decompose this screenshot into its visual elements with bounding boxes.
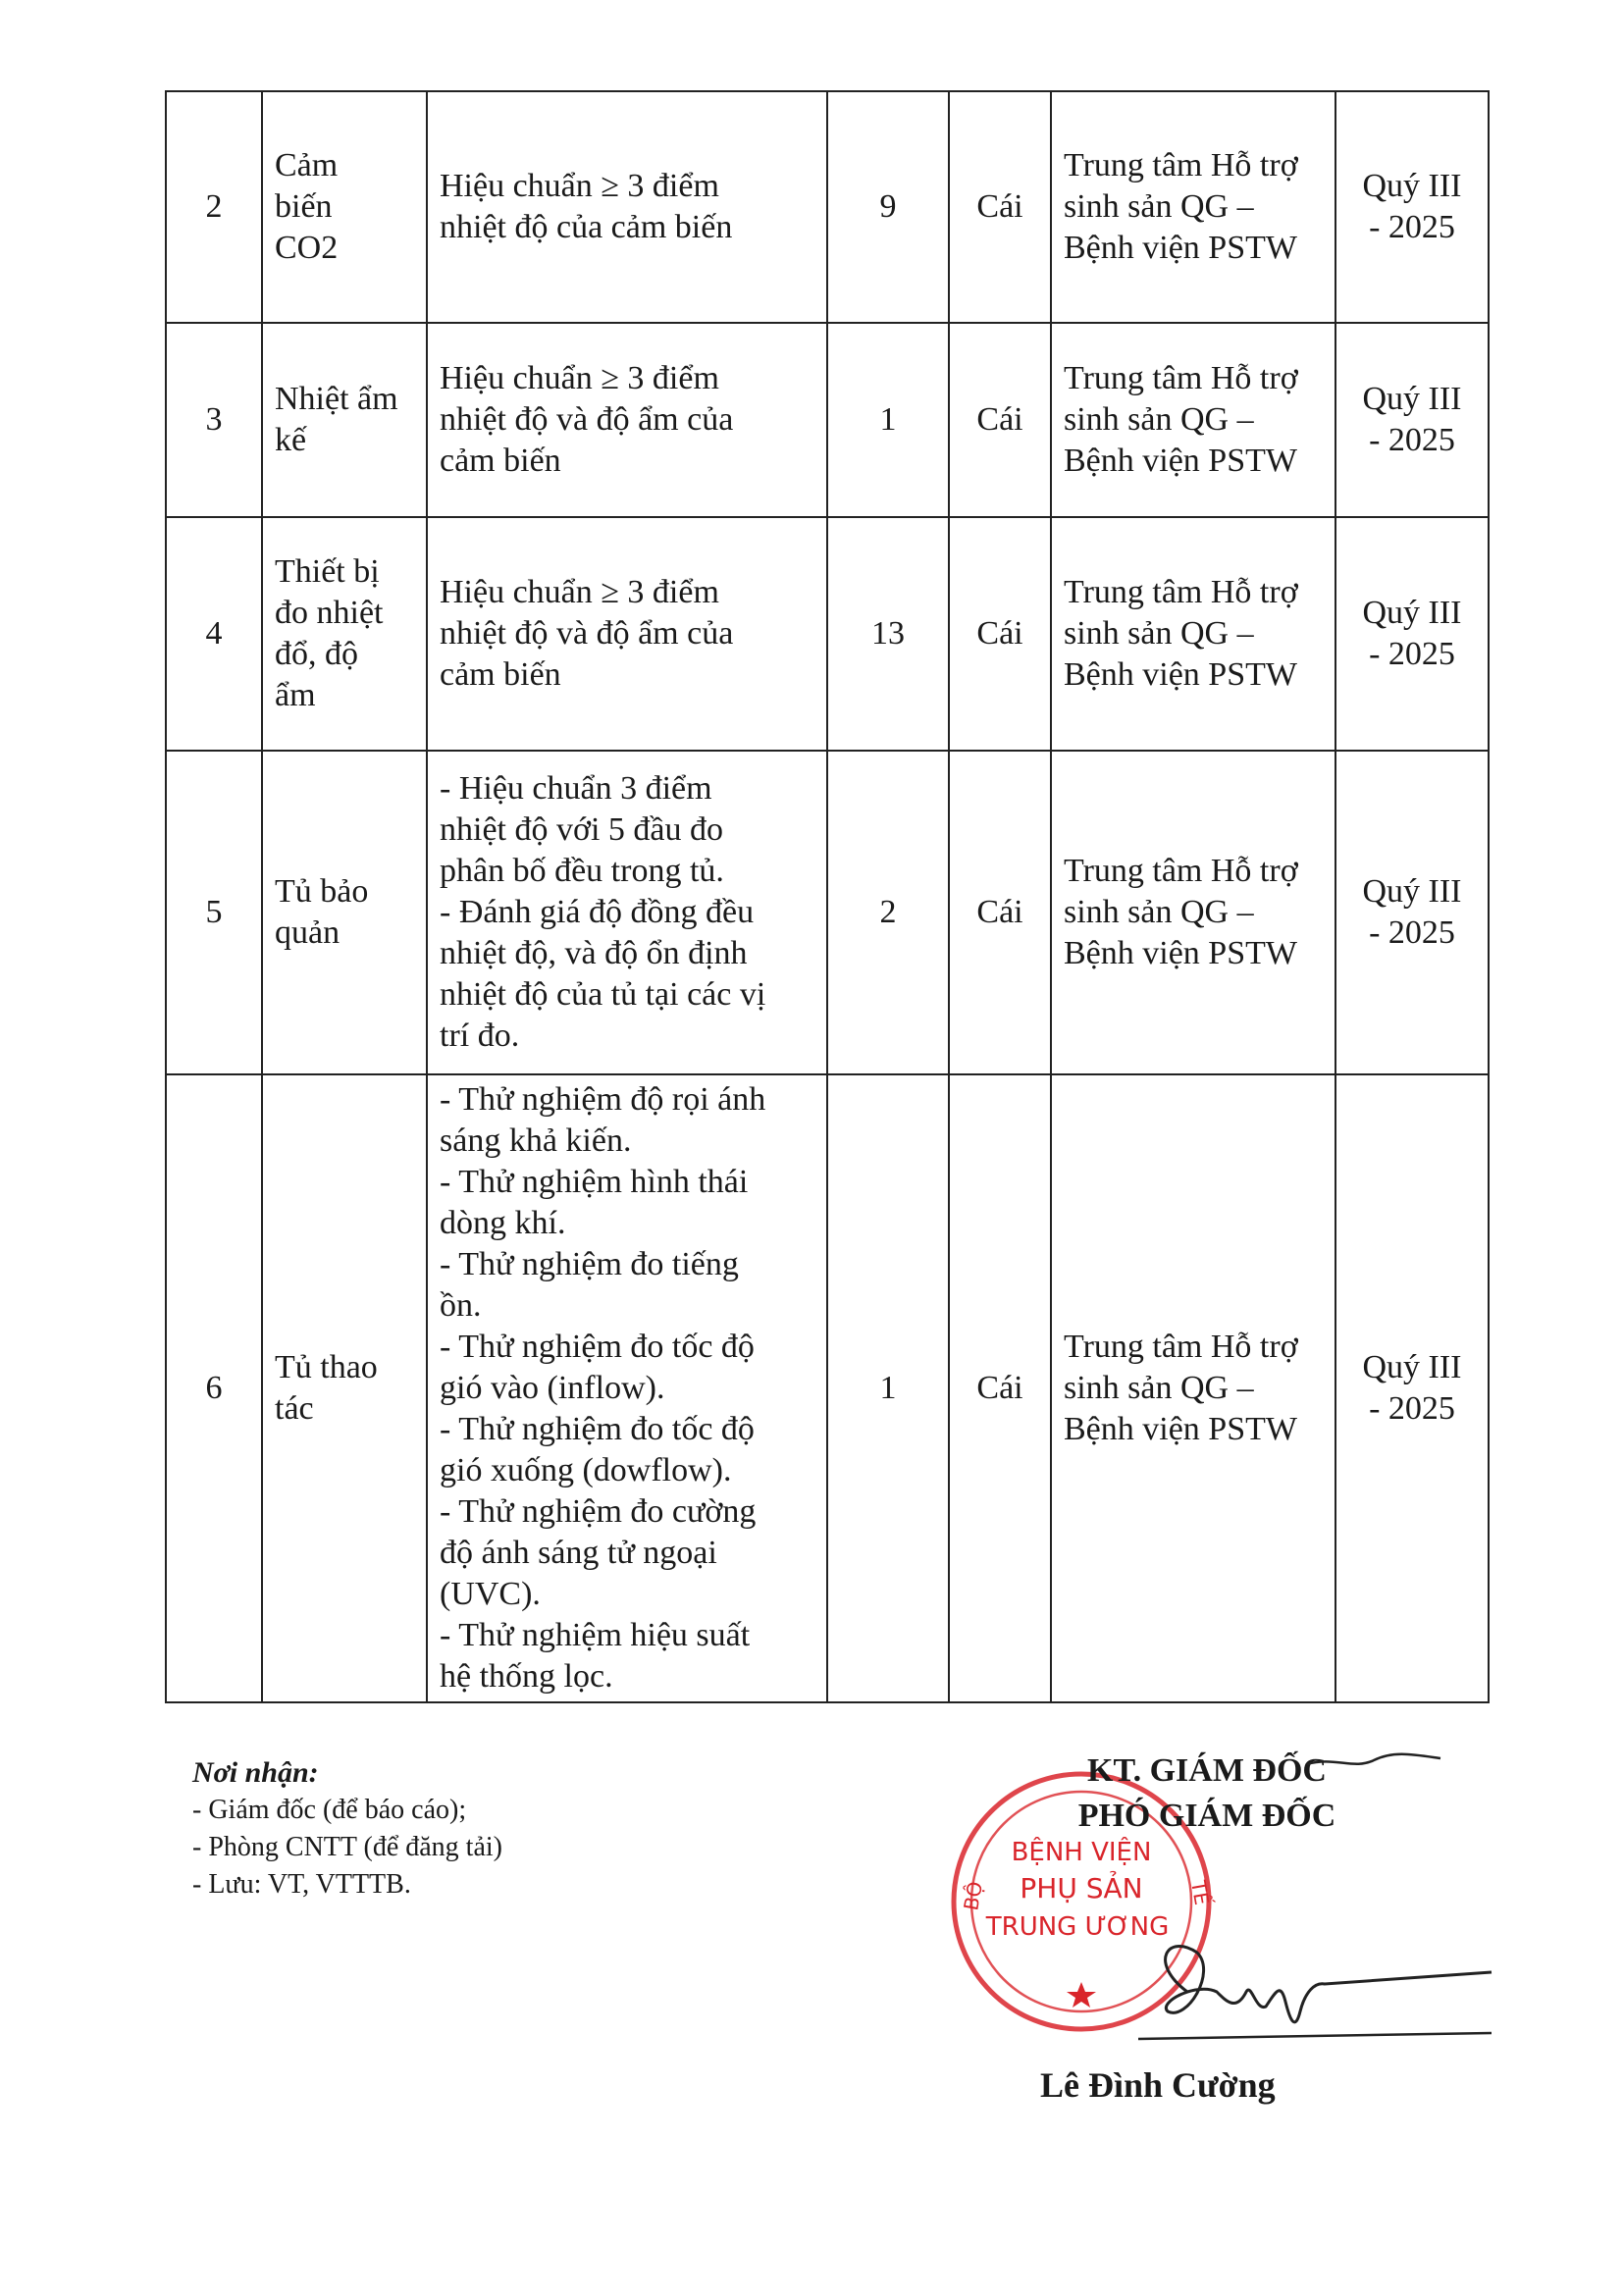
cell-description-line: dòng khí.	[440, 1205, 566, 1241]
table-row	[166, 517, 1489, 751]
cell-location-line: Trung tâm Hỗ trợ	[1064, 147, 1298, 183]
cell-description	[427, 91, 827, 323]
recipients-title: Nơi nhận:	[192, 1756, 319, 1789]
cell-number: 2	[166, 91, 262, 323]
cell-location	[1051, 323, 1335, 517]
signature-role-2: PHÓ GIÁM ĐỐC	[1077, 1798, 1336, 1834]
cell-unit: Cái	[949, 323, 1051, 517]
cell-equipment-name-line: đo nhiệt	[275, 595, 384, 631]
cell-unit: Cái	[949, 1074, 1051, 1702]
cell-description-line: độ ánh sáng tử ngoại	[440, 1535, 717, 1571]
cell-description-line: - Đánh giá độ đồng đều	[440, 894, 755, 930]
cell-equipment-name-line: Nhiệt ẩm	[275, 381, 398, 417]
cell-description-line: Hiệu chuẩn ≥ 3 điểm	[440, 168, 719, 204]
cell-location-line: Trung tâm Hỗ trợ	[1064, 360, 1298, 396]
cell-number: 4	[166, 517, 262, 751]
cell-location	[1051, 1074, 1335, 1702]
stamp-line-2: PHỤ SẢN	[1020, 1872, 1143, 1905]
cell-quantity: 1	[827, 1074, 949, 1702]
cell-unit: Cái	[949, 517, 1051, 751]
cell-description-line: nhiệt độ, và độ ổn định	[440, 935, 748, 971]
stamp-line-3: TRUNG ƯƠNG	[985, 1912, 1170, 1942]
handwritten-signature	[1128, 1923, 1501, 2041]
cell-description	[427, 1074, 827, 1702]
cell-location-line: sinh sản QG –	[1064, 1370, 1254, 1406]
cell-time	[1335, 1074, 1489, 1702]
equipment-table	[165, 90, 1490, 1703]
cell-equipment-name-line: ẩm	[275, 677, 316, 713]
cell-location-line: Bệnh viện PSTW	[1064, 1411, 1297, 1447]
cell-location-line: Bệnh viện PSTW	[1064, 656, 1297, 693]
cell-time-line: - 2025	[1369, 422, 1455, 458]
table-row	[166, 323, 1489, 517]
signature-flourish	[1305, 1747, 1442, 1776]
cell-number: 6	[166, 1074, 262, 1702]
cell-description-line: Hiệu chuẩn ≥ 3 điểm	[440, 360, 719, 396]
cell-location	[1051, 517, 1335, 751]
stamp-line-1: BỆNH VIỆN	[1011, 1838, 1152, 1867]
cell-time-line: - 2025	[1369, 914, 1455, 951]
cell-location-line: sinh sản QG –	[1064, 894, 1254, 930]
cell-location	[1051, 751, 1335, 1074]
cell-time	[1335, 751, 1489, 1074]
table-row	[166, 751, 1489, 1074]
cell-description-line: ồn.	[440, 1287, 482, 1324]
cell-description-line: gió vào (inflow).	[440, 1370, 665, 1406]
cell-description-line: phân bố đều trong tủ.	[440, 853, 724, 889]
cell-unit: Cái	[949, 751, 1051, 1074]
cell-time-line: - 2025	[1369, 209, 1455, 245]
cell-equipment-name	[262, 323, 427, 517]
cell-equipment-name-line: Tủ thao	[275, 1349, 378, 1385]
cell-equipment-name-line: kế	[275, 422, 307, 458]
cell-description-line: Hiệu chuẩn ≥ 3 điểm	[440, 574, 719, 610]
cell-location-line: sinh sản QG –	[1064, 188, 1254, 225]
cell-time	[1335, 91, 1489, 323]
cell-time	[1335, 517, 1489, 751]
cell-description-line: nhiệt độ của tủ tại các vị	[440, 976, 766, 1013]
cell-description-line: gió xuống (dowflow).	[440, 1452, 732, 1488]
cell-equipment-name-line: tác	[275, 1390, 314, 1427]
cell-equipment-name-line: quản	[275, 914, 340, 951]
cell-time-line: Quý III	[1362, 1349, 1462, 1385]
recipient-item: - Giám đốc (để báo cáo);	[192, 1795, 467, 1825]
cell-description-line: - Thử nghiệm đo tốc độ	[440, 1411, 755, 1447]
cell-equipment-name	[262, 1074, 427, 1702]
cell-time-line: - 2025	[1369, 1390, 1455, 1427]
cell-description	[427, 517, 827, 751]
cell-description-line: - Thử nghiệm hình thái	[440, 1164, 749, 1200]
cell-location-line: sinh sản QG –	[1064, 615, 1254, 652]
recipient-item: - Phòng CNTT (để đăng tải)	[192, 1832, 502, 1862]
cell-equipment-name-line: CO2	[275, 230, 339, 266]
cell-time-line: Quý III	[1362, 168, 1462, 204]
cell-description-line: - Thử nghiệm hiệu suất	[440, 1617, 751, 1653]
cell-equipment-name-line: đổ, độ	[275, 636, 358, 672]
cell-description	[427, 751, 827, 1074]
recipient-item: - Lưu: VT, VTTTB.	[192, 1869, 411, 1900]
cell-description-line: sáng khả kiến.	[440, 1122, 632, 1159]
cell-equipment-name-line: biến	[275, 188, 333, 225]
cell-description-line: cảm biến	[440, 656, 561, 693]
signature-role-1: KT. GIÁM ĐỐC	[1087, 1752, 1327, 1789]
cell-location-line: Bệnh viện PSTW	[1064, 443, 1297, 479]
cell-equipment-name-line: Cảm	[275, 147, 339, 183]
cell-time-line: Quý III	[1362, 873, 1462, 910]
cell-unit: Cái	[949, 91, 1051, 323]
cell-time-line: - 2025	[1369, 636, 1455, 672]
cell-description-line: - Thử nghiệm đo tốc độ	[440, 1329, 755, 1365]
cell-description-line: - Thử nghiệm đo cường	[440, 1493, 757, 1530]
cell-equipment-name	[262, 517, 427, 751]
cell-description	[427, 323, 827, 517]
recipients-block	[192, 1754, 502, 1904]
cell-location-line: Bệnh viện PSTW	[1064, 935, 1297, 971]
cell-description-line: - Thử nghiệm đo tiếng	[440, 1246, 739, 1282]
cell-description-line: - Thử nghiệm độ rọi ánh	[440, 1081, 766, 1118]
cell-number: 5	[166, 751, 262, 1074]
cell-description-line: nhiệt độ với 5 đầu đo	[440, 811, 723, 848]
stamp-star-icon	[1067, 1982, 1096, 2008]
stamp-right-text: TẾ	[1186, 1878, 1215, 1907]
cell-description-line: nhiệt độ của cảm biến	[440, 209, 733, 245]
cell-description-line: cảm biến	[440, 443, 561, 479]
cell-description-line: hệ thống lọc.	[440, 1658, 613, 1695]
table-row	[166, 1074, 1489, 1702]
cell-quantity: 13	[827, 517, 949, 751]
cell-location	[1051, 91, 1335, 323]
stamp-left-text: BỘ	[959, 1879, 988, 1912]
cell-quantity: 2	[827, 751, 949, 1074]
cell-equipment-name-line: Tủ bảo	[275, 873, 369, 910]
cell-description-line: (UVC).	[440, 1576, 541, 1612]
cell-equipment-name-line: Thiết bị	[275, 553, 380, 590]
cell-description-line: nhiệt độ và độ ẩm của	[440, 615, 734, 652]
cell-equipment-name	[262, 91, 427, 323]
cell-time-line: Quý III	[1362, 595, 1462, 631]
cell-description-line: - Hiệu chuẩn 3 điểm	[440, 770, 712, 807]
cell-location-line: Trung tâm Hỗ trợ	[1064, 853, 1298, 889]
table-row	[166, 91, 1489, 323]
cell-quantity: 1	[827, 323, 949, 517]
cell-quantity: 9	[827, 91, 949, 323]
cell-description-line: nhiệt độ và độ ẩm của	[440, 401, 734, 438]
cell-number: 3	[166, 323, 262, 517]
cell-location-line: Trung tâm Hỗ trợ	[1064, 1329, 1298, 1365]
cell-equipment-name	[262, 751, 427, 1074]
cell-location-line: Bệnh viện PSTW	[1064, 230, 1297, 266]
cell-location-line: Trung tâm Hỗ trợ	[1064, 574, 1298, 610]
cell-location-line: sinh sản QG –	[1064, 401, 1254, 438]
cell-time	[1335, 323, 1489, 517]
signer-name: Lê Đình Cường	[1040, 2065, 1276, 2105]
cell-time-line: Quý III	[1362, 381, 1462, 417]
cell-description-line: trí đo.	[440, 1018, 520, 1054]
